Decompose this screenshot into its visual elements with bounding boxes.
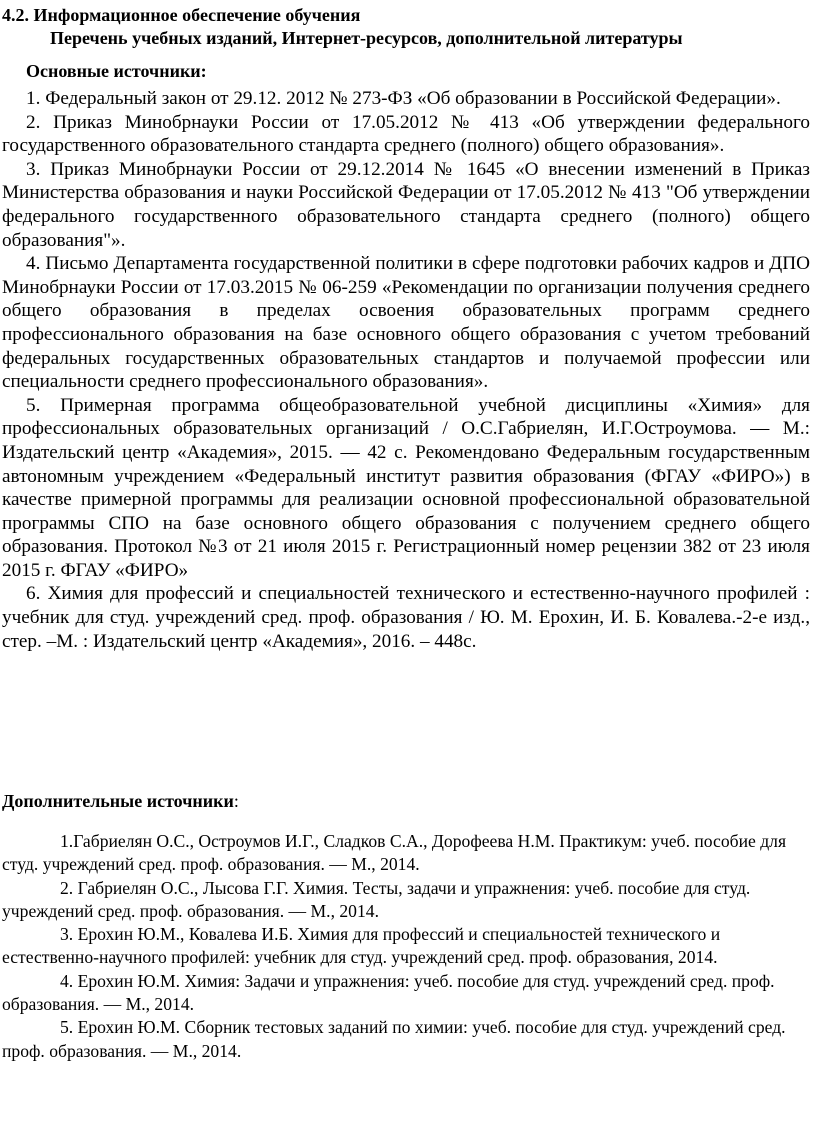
additional-source-item: 4. Ерохин Ю.М. Химия: Задачи и упражнения: учеб. пособие для студ. учреждений сред. проф. образования. — М., 2014. <box>2 970 775 1015</box>
section-subtitle: Перечень учебных изданий, Интернет-ресурсов, дополнительной литературы <box>50 28 683 48</box>
section-heading: 4.2. Информационное обеспечение обучения <box>2 5 361 25</box>
additional-sources-list <box>2 830 792 1063</box>
main-source-item: 1. Федеральный закон от 29.12. 2012 № 273-ФЗ «Об образовании в Российской Федерации». <box>26 88 781 109</box>
additional-sources-heading <box>2 790 239 812</box>
additional-source-item: 3. Ерохин Ю.М., Ковалева И.Б. Химия для профессий и специальностей технического и естественно-научного профилей: учебник для студ. учреждений сред. проф. образования, 2014. <box>2 924 721 968</box>
main-sources-heading: Основные источники: <box>26 61 207 81</box>
additional-source-item: 2. Габриелян О.С., Лысова Г.Г. Химия. Тесты, задачи и упражнения: учеб. пособие для студ. учреждений сред. проф. образования. — М., 2014. <box>2 877 751 921</box>
main-source-item: 2. Приказ Минобрнауки России от 17.05.2012 № 413 «Об утверждении федерального государственного образовательного стандарта среднего (полного) общего образования». <box>2 111 810 157</box>
main-source-item: 6. Химия для профессий и специальностей технического и естественно-научного профилей : учебник для студ. учреждений сред. проф. образования / Ю. М. Ерохин, И. Б. Ковалева.-2-е изд., стер. –М. : Издательский центр «Академия», 2016. – 448с. <box>2 583 810 652</box>
additional-source-item: 5. Ерохин Ю.М. Сборник тестовых заданий по химии: учеб. пособие для студ. учреждений сред. проф. образования. — М., 2014. <box>2 1017 786 1061</box>
main-source-item: 5. Примерная программа общеобразовательной учебной дисциплины «Химия» для профессиональных образовательных организаций / О.С.Габриелян, И.Г.Остроумова. — М.: Издательский центр «Академия», 2015. — 42 с. Рекомендовано Федеральным государственным автономным учреждением «Федеральный институт развития образования (ФГАУ «ФИРО») в качестве примерной программы для реализации основной профессиональной образовательной программы СПО на базе основного общего образования с получением среднего общего образования. Протокол №3 от 21 июля 2015 г. Регистрационный номер рецензии 382 от 23 июля 2015 г. ФГАУ «ФИРО» <box>2 394 810 581</box>
main-source-item: 4. Письмо Департамента государственной политики в сфере подготовки рабочих кадров и ДПО Минобрнауки России от 17.03.2015 № 06-259 «Рекомендации по организации получения среднего общего образования в пределах освоения образовательных программ среднего профессионального образования на базе основного общего образования с учетом требований федеральных государственных образовательных стандартов и получаемой профессии или специальности среднего профессионального образования». <box>2 253 810 393</box>
additional-sources-heading-colon: : <box>233 791 239 811</box>
main-sources-list <box>2 87 810 653</box>
additional-source-item: 1.Габриелян О.С., Остроумов И.Г., Сладков С.А., Дорофеева Н.М. Практикум: учеб. пособие для студ. учреждений сред. проф. образования. — М., 2014. <box>2 831 787 875</box>
main-source-item: 3. Приказ Минобрнауки России от 29.12.2014 № 1645 «О внесении изменений в Приказ Министерства образования и науки Российской Федерации от 17.05.2012 № 413 "Об утверждении федерального государственного образовательного стандарта среднего (полного) общего образования"». <box>2 158 810 251</box>
additional-sources-heading-text: Дополнительные источники <box>2 791 234 811</box>
